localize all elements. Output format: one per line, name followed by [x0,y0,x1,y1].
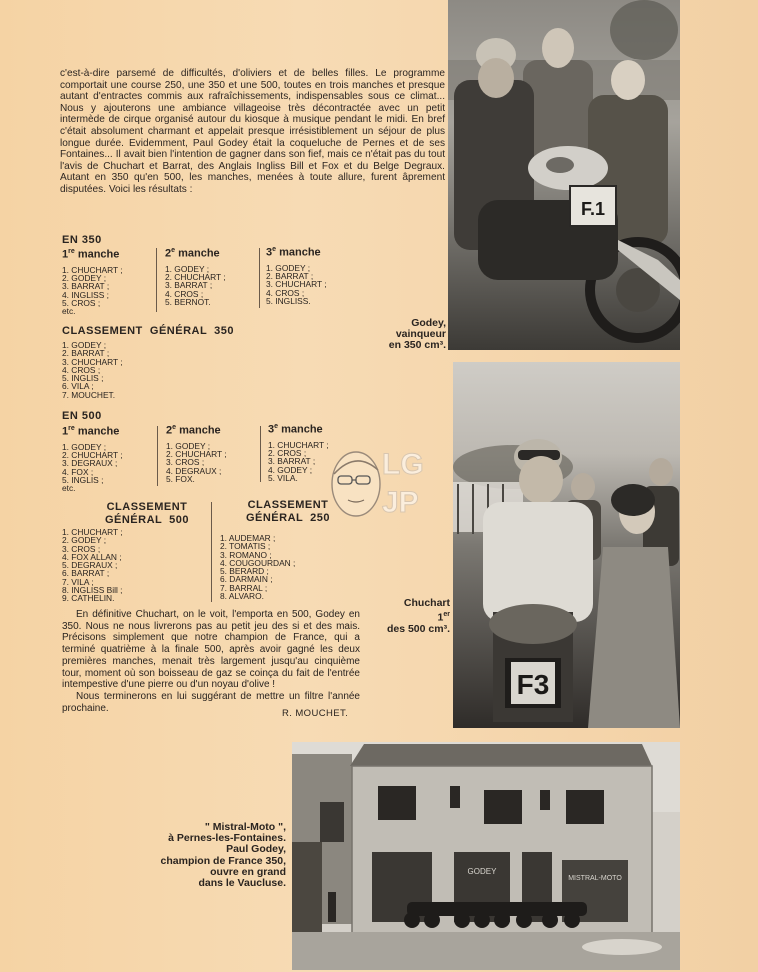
general-350-list: 1. GODEY ; 2. BARRAT ; 3. CHUCHART ; 4. CROS ; 5. INGLIS ; 6. VILA ; 7. MOUCHET. [62,340,123,400]
race-plate: F3 [516,669,550,700]
caption-godey: Godey, vainqueur en 350 cm³. [388,317,446,352]
result-list: 1. GODEY ; 2. CHUCHART ; 3. DEGRAUX ; 4. FOX ; 5. INGLIS ; etc. [62,441,123,494]
results-350-manche-3 [266,246,327,305]
section-title-350: EN 350 [62,234,102,246]
result-list: 1. GODEY ; 2. BARRAT ; 3. CHUCHART ; 4. CROS ; 5. INGLISS. [266,262,327,306]
results-500-manche-1 [62,425,123,492]
general-350-title: CLASSEMENT GÉNÉRAL 350 [62,325,234,337]
results-350-manche-1 [62,248,123,315]
results-500-manche-2 [166,424,227,483]
result-list: 1. CHUCHART ; 2. CROS ; 3. BARRAT ; 4. GODEY ; 5. VILA. [268,439,329,483]
svg-text:LG: LG [382,448,424,481]
shop-sign-right: MISTRAL-MOTO [568,875,622,882]
result-list: 1. GODEY ; 2. CHUCHART ; 3. BARRAT ; 4. CROS ; 5. BERNOT. [165,263,226,307]
manche-heading: 1re manche [62,248,120,261]
results-350-manche-2 [165,247,226,306]
column-divider [156,248,157,312]
manche-heading: 3e manche [266,246,321,259]
result-list: 1. CHUCHART ; 2. GODEY ; 3. BARRAT ; 4. INGLISS ; 5. CROS ; etc. [62,264,123,317]
manche-heading: 2e manche [165,247,220,260]
lgjp-watermark [320,440,440,530]
photo-godey-winner [448,0,680,350]
manche-heading: 2e manche [166,424,221,437]
column-divider [211,502,212,602]
intro-paragraph: c'est-à-dire parsemé de difficultés, d'oliviers et de belles filles. Le programme comportait une course 250, une 350 et une 500, toutes en trois manches et presque autant d'entractes commis aux rafraîchissements, indispensables sous ce climat... Nous y ajouterons une ambiance villageoise très décontractée avec un petit intermède de cirque organisé autour du kiosque à musique pendant le midi. En bref c'était absolument charmant et appelait presque irrésistiblement un séjour de plus longue durée. Evidemment, Paul Godey était la coqueluche de Pernes et de ses Fontaines... Il avait bien l'intention de gagner dans son fief, mais ce n'était pas du tout l'avis de Chuchart et Barrat, des Anglais Ingliss Bill et Fox et du Belge Degraux. Autant en 350 qu'en 500, les manches, menées à toute allure, furent âprement disputées. Voici les résultats : [60,68,445,195]
svg-text:JP: JP [382,486,419,519]
shop-sign-left: GODEY [467,867,497,876]
conclusion-text: En définitive Chuchart, on le voit, l'emporta en 500, Godey en 350. Nous ne nous livrerons pas au petit jeu des si et des mais. Précisons simplement que notre champion de France, qui a terminé quatrième à la finale 500, après avoir gagné les deux premières manches, menait très largement jusqu'au cinquième tour, moment où son boisseau de gaz se coinça du fait de l'entrée intempestive d'une pierre ou d'un noyau d'olive ! Nous terminerons en lui suggérant de mettre un filtre l'année prochaine. [62,609,360,714]
result-list: 1. GODEY ; 2. CHUCHART ; 3. CROS ; 4. DEGRAUX ; 5. FOX. [166,440,227,484]
manche-heading: 1re manche [62,425,120,438]
caption-mistral-moto: " Mistral-Moto ", à Pernes-les-Fontaines. Paul Godey, champion de France 350, ouvre en grand dans le Vaucluse. [160,821,286,890]
column-divider [260,426,261,482]
race-plate: F.1 [580,199,606,219]
column-divider [259,248,260,308]
photo-mistral-moto-shop [292,742,680,970]
general-500-title: CLASSEMENT GÉNÉRAL 500 [104,501,190,526]
caption-chuchart: Chuchart 1er des 500 cm³. [386,597,450,635]
general-250-title: CLASSEMENT GÉNÉRAL 250 [245,499,331,524]
section-title-500: EN 500 [62,410,102,422]
author-signature: R. MOUCHET. [282,708,349,719]
general-250-list: 1. AUDEMAR ; 2. TOMATIS ; 3. ROMANO ; 4. COUGOURDAN ; 5. BERARD ; 6. DARMAIN ; 7. BARRAL ; 8. ALVARO. [220,533,296,602]
photo-chuchart-winner [453,362,680,728]
manche-heading: 3e manche [268,423,323,436]
general-500-list: 1. CHUCHART ; 2. GODEY ; 3. CROS ; 4. FOX ALLAN ; 5. DEGRAUX ; 6. BARRAT ; 7. VILA ; 8. INGLISS Bill ; 9. CATHELIN. [62,527,123,604]
column-divider [157,426,158,486]
